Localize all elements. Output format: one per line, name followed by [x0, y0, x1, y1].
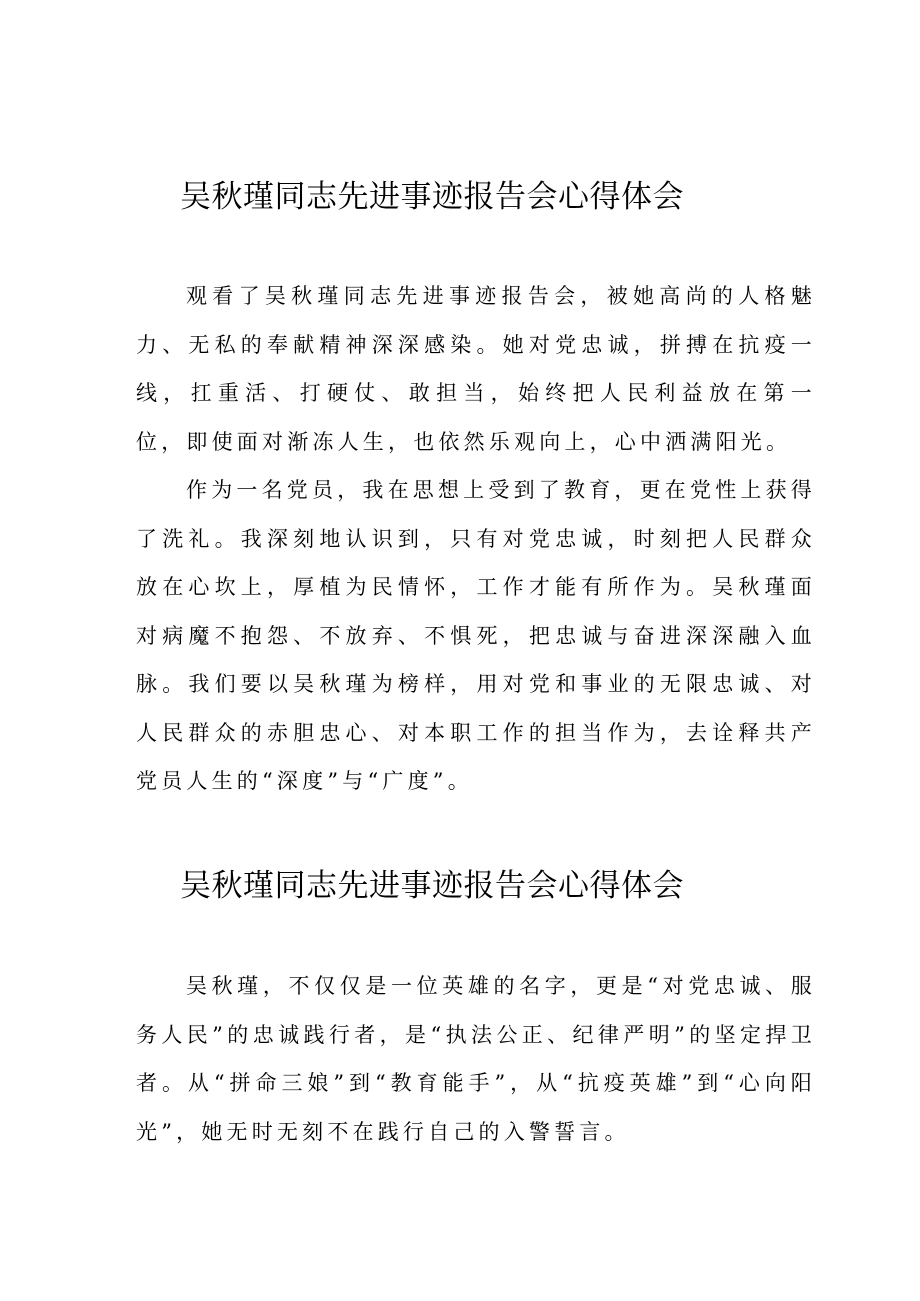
paragraph: 吴秋瑾，不仅仅是一位英雄的名字，更是“对党忠诚、服务人民”的忠诚践行者，是“执法公正、纪律严明”的坚定捍卫者。从“拼命三娘”到“教育能手”，从“抗疫英雄”到“心向阳光”，她无时无刻不在践行自己的入警誓言。 — [136, 974, 816, 1144]
article-title: 吴秋瑾同志先进事迹报告会心得体会 — [180, 868, 684, 904]
article-title: 吴秋瑾同志先进事迹报告会心得体会 — [180, 179, 684, 215]
article-1 — [136, 170, 816, 806]
paragraph: 作为一名党员，我在思想上受到了教育，更在党性上获得了洗礼。我深刻地认识到，只有对党忠诚，时刻把人民群众放在心坎上，厚植为民情怀，工作才能有所作为。吴秋瑾面对病魔不抱怨、不放弃、不惧死，把忠诚与奋进深深融入血脉。我们要以吴秋瑾为榜样，用对党和事业的无限忠诚、对人民群众的赤胆忠心、对本职工作的担当作为，去诠释共产党员人生的“深度”与“广度”。 — [136, 478, 816, 793]
article-body — [136, 962, 816, 1156]
article-2 — [136, 859, 816, 1156]
paragraph: 观看了吴秋瑾同志先进事迹报告会，被她高尚的人格魅力、无私的奉献精神深深感染。她对党忠诚，拼搏在抗疫一线，扛重活、打硬仗、敢担当，始终把人民利益放在第一位，即使面对渐冻人生，也依然乐观向上，心中洒满阳光。 — [136, 284, 816, 454]
article-body — [136, 272, 816, 806]
